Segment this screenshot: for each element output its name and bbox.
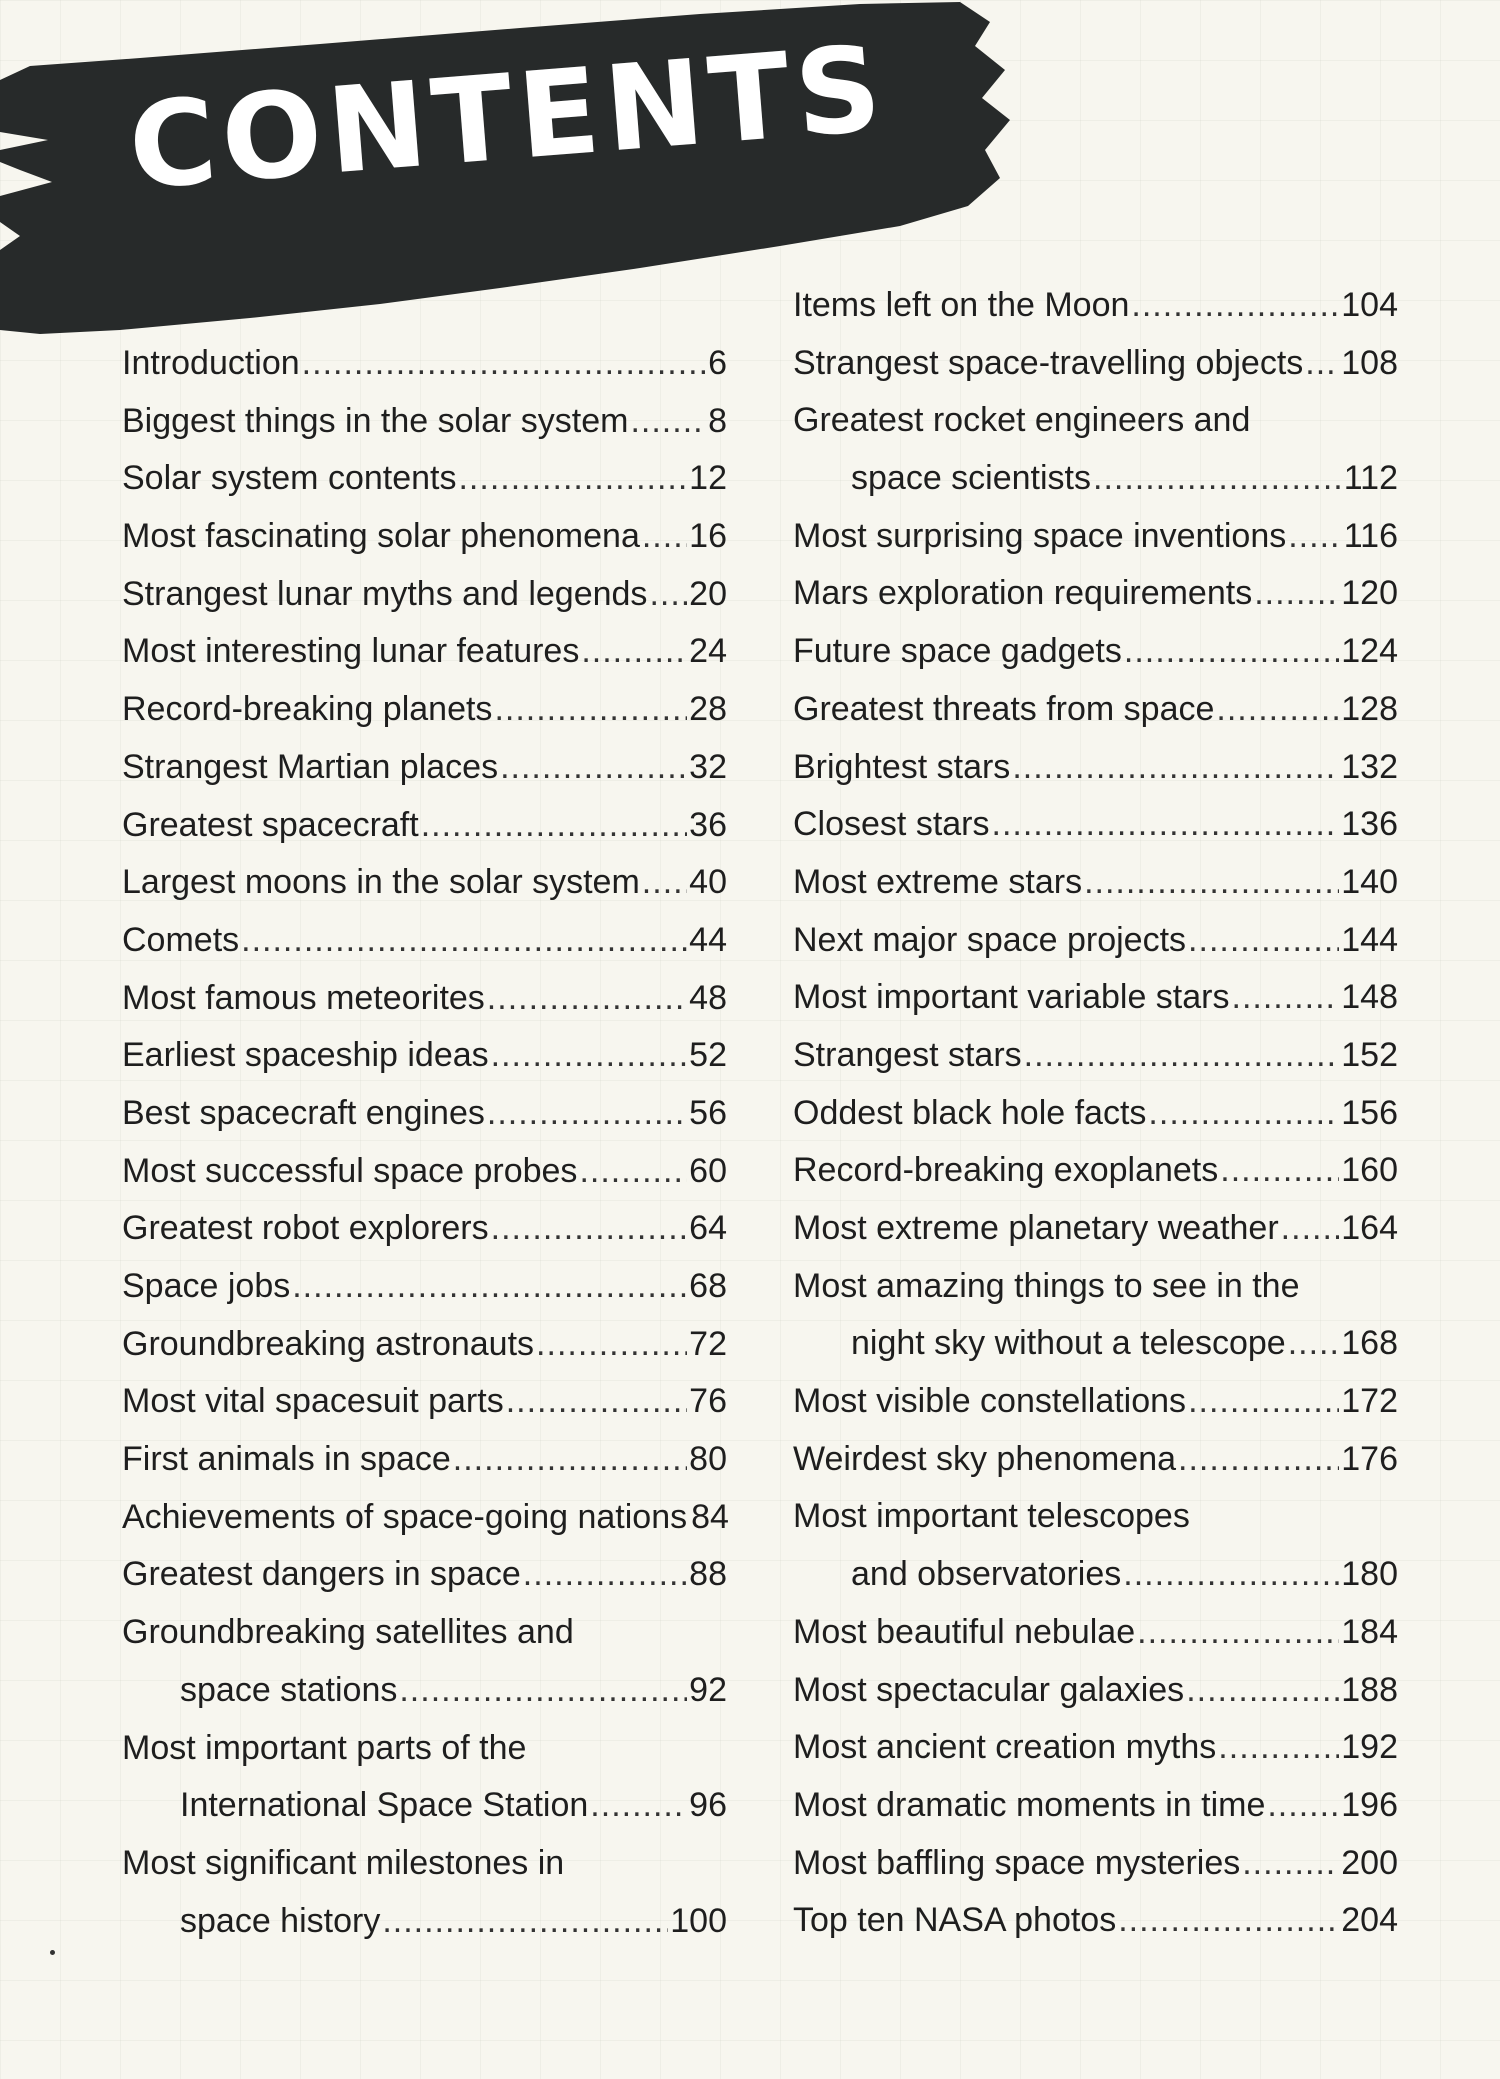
toc-entry-page-number: 116 [1343, 516, 1398, 555]
toc-entry-label-continued: space history [180, 1901, 381, 1940]
toc-entry [122, 1431, 727, 1489]
toc-entry [122, 1258, 727, 1316]
toc-entry-label: Strangest Martian places [122, 747, 499, 786]
dot-leader [1186, 1662, 1339, 1720]
toc-entry-page-number: 192 [1341, 1728, 1398, 1767]
toc-entry [793, 508, 1398, 566]
dot-leader [1288, 1315, 1340, 1373]
toc-entry-label: Greatest robot explorers [122, 1209, 489, 1248]
toc-entry [793, 1488, 1398, 1603]
toc-entry-page-number: 188 [1341, 1670, 1398, 1709]
toc-entry-label: Items left on the Moon [793, 286, 1130, 324]
dot-leader [1220, 1142, 1339, 1200]
toc-entry [793, 912, 1398, 970]
toc-entry-label: Greatest rocket engineers and [793, 401, 1251, 440]
dot-leader [1024, 1027, 1340, 1085]
toc-entry-page-number: 124 [1341, 632, 1398, 671]
toc-entry [793, 1777, 1398, 1835]
toc-entry [122, 1373, 727, 1431]
paper-speck [50, 1950, 55, 1955]
toc-entry [793, 1085, 1398, 1143]
dot-leader [1084, 854, 1339, 912]
toc-entry-label: Top ten NASA photos [793, 1901, 1117, 1940]
toc-entry-page-number: 180 [1341, 1555, 1398, 1594]
toc-entry-page-number: 24 [689, 632, 727, 671]
toc-entry-page-number: 176 [1341, 1439, 1398, 1478]
dot-leader [453, 1431, 687, 1489]
toc-entry-page-number: 144 [1341, 920, 1398, 959]
toc-entry [122, 912, 727, 970]
toc-entry-page-number: 84 [691, 1497, 729, 1536]
toc-entry-label: Biggest things in the solar system [122, 401, 629, 440]
toc-entry [122, 739, 727, 797]
dot-leader [1232, 969, 1340, 1027]
dot-leader [487, 1085, 687, 1143]
toc-entry [793, 277, 1398, 335]
toc-entry-label: Future space gadgets [793, 632, 1122, 671]
toc-entry-label: Comets [122, 920, 240, 959]
toc-entry [122, 970, 727, 1028]
toc-entry-page-number: 200 [1341, 1843, 1398, 1882]
toc-entry-label: Strangest space-travelling objects [793, 343, 1304, 382]
dot-leader [630, 393, 706, 451]
toc-entry-label: Groundbreaking astronauts [122, 1324, 535, 1363]
toc-entry [122, 450, 727, 508]
toc-entry-label-continued: and observatories [851, 1555, 1122, 1594]
dot-leader [421, 797, 687, 855]
dot-leader [302, 335, 706, 393]
toc-entry-label: Most visible constellations [793, 1382, 1187, 1421]
dot-leader [1218, 1719, 1339, 1777]
toc-entry-label-continued: space stations [180, 1670, 398, 1709]
dot-leader [1124, 623, 1339, 681]
toc-entry-label: Earliest spaceship ideas [122, 1036, 489, 1075]
toc-entry [122, 508, 727, 566]
toc-entry [793, 1662, 1398, 1720]
dot-leader [491, 1200, 688, 1258]
dot-leader [491, 1027, 688, 1085]
toc-entry-label: Most dramatic moments in time [793, 1785, 1266, 1824]
toc-entry [122, 566, 727, 624]
toc-entry [793, 335, 1398, 393]
toc-entry-label: Most extreme planetary weather [793, 1209, 1279, 1248]
toc-entry-label: Greatest dangers in space [122, 1555, 521, 1594]
toc-entry-label: Most beautiful nebulae [793, 1612, 1136, 1651]
toc-entry-page-number: 136 [1341, 805, 1398, 844]
toc-entry-page-number: 100 [670, 1901, 727, 1940]
toc-entry-label: Most baffling space mysteries [793, 1843, 1241, 1882]
toc-entry-page-number: 6 [708, 344, 727, 382]
dot-leader [1123, 1546, 1339, 1604]
toc-entry [793, 1373, 1398, 1431]
dot-leader [1188, 912, 1339, 970]
toc-entry [122, 1027, 727, 1085]
toc-entry-page-number: 76 [689, 1382, 727, 1421]
toc-entry-label: Most important variable stars [793, 978, 1230, 1017]
dot-leader [642, 854, 687, 912]
dot-leader [992, 796, 1340, 854]
toc-entry-page-number: 120 [1341, 574, 1398, 613]
dot-leader [1288, 508, 1342, 566]
toc-entry-label: Most surprising space inventions [793, 516, 1287, 555]
toc-entry [793, 1258, 1398, 1373]
toc-entry-page-number: 32 [689, 747, 727, 786]
toc-entry-page-number: 140 [1341, 862, 1398, 901]
toc-entry-page-number: 72 [689, 1324, 727, 1363]
dot-leader [1267, 1777, 1339, 1835]
toc-entry-label: Most ancient creation myths [793, 1728, 1217, 1767]
toc-entry-page-number: 112 [1343, 459, 1398, 498]
dot-leader [458, 450, 687, 508]
toc-entry [122, 1143, 727, 1201]
toc-entry-label: Most significant milestones in [122, 1843, 565, 1882]
dot-leader [1178, 1431, 1339, 1489]
toc-entry-label: Best spacecraft engines [122, 1093, 485, 1132]
dot-leader [1216, 681, 1339, 739]
toc-entry-page-number: 164 [1341, 1209, 1398, 1248]
toc-entry-page-number: 156 [1341, 1093, 1398, 1132]
toc-entry-label-continued: space scientists [851, 459, 1091, 498]
toc-entry-page-number: 104 [1341, 286, 1398, 324]
toc-entry [122, 393, 727, 451]
toc-entry [793, 1142, 1398, 1200]
contents-right-column [793, 277, 1398, 1950]
toc-entry-page-number: 184 [1341, 1612, 1398, 1651]
contents-left-column [122, 335, 727, 1950]
toc-entry-page-number: 88 [689, 1555, 727, 1594]
toc-entry [793, 854, 1398, 912]
toc-entry-page-number: 16 [689, 517, 727, 556]
dot-leader [1242, 1835, 1339, 1893]
dot-leader [382, 1893, 668, 1951]
toc-entry [793, 392, 1398, 507]
toc-entry-page-number: 96 [689, 1786, 727, 1825]
dot-leader [399, 1662, 687, 1720]
toc-entry-label: Solar system contents [122, 459, 457, 498]
toc-entry [793, 1200, 1398, 1258]
toc-entry [793, 623, 1398, 681]
toc-entry-label: Record-breaking planets [122, 690, 493, 729]
toc-entry [122, 1835, 727, 1950]
toc-entry-page-number: 204 [1341, 1901, 1398, 1940]
toc-entry-page-number: 128 [1341, 689, 1398, 728]
dot-leader [1281, 1200, 1340, 1258]
toc-entry-label: Most important parts of the [122, 1728, 527, 1767]
toc-entry [793, 796, 1398, 854]
dot-leader [1148, 1085, 1339, 1143]
toc-entry [122, 854, 727, 912]
dot-leader [1131, 277, 1339, 335]
dot-leader [590, 1777, 687, 1835]
toc-entry-page-number: 52 [689, 1036, 727, 1075]
toc-entry-label: First animals in space [122, 1440, 451, 1479]
toc-entry-label: Most successful space probes [122, 1151, 578, 1190]
dot-leader [536, 1316, 687, 1374]
page-title: CONTENTS [124, 18, 892, 216]
toc-entry-page-number: 12 [689, 459, 727, 498]
dot-leader [1012, 739, 1339, 797]
toc-entry-label: Strangest stars [793, 1035, 1022, 1074]
toc-entry-label: Closest stars [793, 805, 990, 844]
toc-entry-page-number: 20 [689, 574, 727, 613]
dot-leader [581, 623, 687, 681]
toc-entry-label: Brightest stars [793, 747, 1011, 786]
toc-entry-page-number: 168 [1341, 1324, 1398, 1363]
toc-entry [793, 1604, 1398, 1662]
toc-entry-label: Achievements of space-going nations [122, 1497, 688, 1536]
toc-entry-label: Next major space projects [793, 920, 1187, 959]
toc-entry [793, 1892, 1398, 1950]
toc-entry [122, 681, 727, 739]
dot-leader [649, 566, 687, 624]
toc-entry [122, 1720, 727, 1835]
toc-entry-label: Most interesting lunar features [122, 632, 580, 671]
toc-entry-page-number: 48 [689, 978, 727, 1017]
toc-entry-page-number: 148 [1341, 978, 1398, 1017]
toc-entry-label: Record-breaking exoplanets [793, 1151, 1219, 1190]
toc-entry-label: Groundbreaking satellites and [122, 1613, 574, 1652]
toc-entry-page-number: 172 [1341, 1382, 1398, 1421]
toc-entry-label: Greatest threats from space [793, 689, 1215, 728]
toc-entry-label: Oddest black hole facts [793, 1093, 1147, 1132]
dot-leader [1254, 565, 1339, 623]
toc-entry [122, 797, 727, 855]
toc-entry-label: Most fascinating solar phenomena [122, 517, 640, 556]
toc-entry-page-number: 64 [689, 1209, 727, 1248]
toc-entry-label: Most vital spacesuit parts [122, 1382, 504, 1421]
toc-entry-page-number: 108 [1341, 343, 1398, 382]
toc-entry-page-number: 80 [689, 1440, 727, 1479]
toc-entry-label: Greatest spacecraft [122, 805, 419, 844]
toc-entry [793, 1835, 1398, 1893]
toc-entry-page-number: 28 [689, 690, 727, 729]
toc-entry [122, 335, 727, 393]
toc-entry-label: Mars exploration requirements [793, 574, 1253, 613]
toc-entry-label: Most extreme stars [793, 862, 1083, 901]
toc-entry [122, 1316, 727, 1374]
toc-entry [122, 1546, 727, 1604]
toc-entry [122, 1200, 727, 1258]
toc-entry-page-number: 44 [689, 920, 727, 959]
toc-entry-label: Strangest lunar myths and legends [122, 574, 648, 613]
dot-leader [487, 970, 687, 1028]
dot-leader [1137, 1604, 1339, 1662]
toc-entry-page-number: 92 [689, 1670, 727, 1709]
toc-entry-label: Most amazing things to see in the [793, 1266, 1300, 1305]
toc-entry [793, 1027, 1398, 1085]
toc-entry-label: Space jobs [122, 1267, 291, 1305]
dot-leader [241, 912, 687, 970]
toc-entry-page-number: 60 [689, 1151, 727, 1190]
dot-leader [292, 1258, 687, 1316]
toc-entry [793, 565, 1398, 623]
dot-leader [579, 1143, 687, 1201]
dot-leader [500, 739, 687, 797]
dot-leader [494, 681, 687, 739]
toc-entry [122, 1604, 727, 1719]
toc-entry-label: Largest moons in the solar system [122, 863, 640, 902]
toc-entry-label: Most famous meteorites [122, 978, 485, 1017]
toc-entry-label-continued: International Space Station [180, 1786, 589, 1825]
toc-entry-page-number: 160 [1341, 1151, 1398, 1190]
toc-entry [793, 681, 1398, 739]
toc-entry [122, 623, 727, 681]
toc-entry-page-number: 56 [689, 1093, 727, 1132]
toc-entry-page-number: 40 [689, 863, 727, 902]
toc-entry [793, 739, 1398, 797]
dot-leader [506, 1373, 687, 1431]
toc-entry-label-continued: night sky without a telescope [851, 1324, 1286, 1363]
toc-entry [122, 1489, 727, 1547]
dot-leader [1305, 335, 1339, 393]
toc-entry-page-number: 196 [1341, 1785, 1398, 1824]
toc-entry-page-number: 152 [1341, 1035, 1398, 1074]
toc-entry-page-number: 68 [689, 1267, 727, 1305]
dot-leader [1188, 1373, 1339, 1431]
toc-entry-label: Introduction [122, 344, 300, 382]
toc-entry-page-number: 132 [1341, 747, 1398, 786]
toc-entry-label: Most spectacular galaxies [793, 1670, 1185, 1709]
dot-leader [1118, 1892, 1339, 1950]
toc-entry [793, 1431, 1398, 1489]
toc-entry [122, 1085, 727, 1143]
dot-leader [1093, 450, 1342, 508]
toc-entry [793, 1719, 1398, 1777]
toc-entry-page-number: 8 [708, 401, 727, 440]
dot-leader [642, 508, 687, 566]
dot-leader [523, 1546, 687, 1604]
toc-entry-label: Weirdest sky phenomena [793, 1439, 1177, 1478]
toc-entry [793, 969, 1398, 1027]
toc-entry-page-number: 36 [689, 805, 727, 844]
toc-entry-label: Most important telescopes [793, 1497, 1190, 1536]
